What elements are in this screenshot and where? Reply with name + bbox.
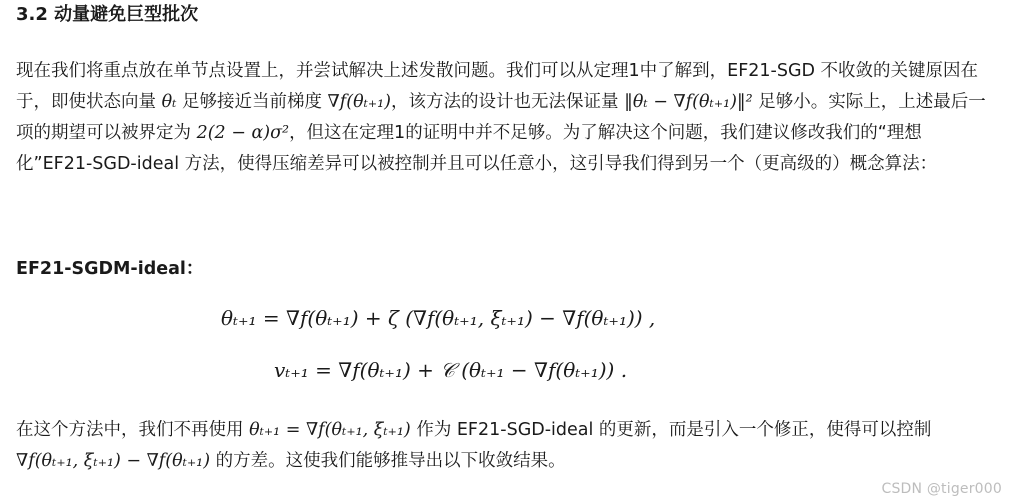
- text-run: 足够小。实际上，上述最后一项的期望可以被界定为: [16, 92, 986, 143]
- text-run: 在这个方法中，我们不再使用: [16, 420, 250, 440]
- algorithm-name: EF21-SGDM-ideal: [16, 259, 186, 279]
- paragraph-intro: [16, 56, 991, 180]
- text-run: ，但这在定理1的证明中并不足够。为了解决这个问题，我们建议修改我们的“理想化”EF21-SGD-ideal 方法，使得压缩差异可以被控制并且可以任意小，这引导我们得到另一个（更高级的）概念算法：: [16, 123, 938, 174]
- algorithm-colon: ：: [185, 259, 204, 279]
- text-run: 作为 EF21-SGD-ideal 的更新，而是引入一个修正，使得可以控制: [410, 420, 932, 440]
- csdn-watermark: CSDN @tiger000: [881, 481, 1002, 497]
- equation-theta-update: θₜ₊₁ = ∇f(θₜ₊₁) + ζ (∇f(θₜ₊₁, ξₜ₊₁) − ∇f(θₜ₊₁)) ,: [221, 306, 656, 330]
- text-run: 足够接近当前梯度: [176, 92, 328, 112]
- math-state-vector: θₜ: [161, 92, 177, 112]
- section-heading: 3.2 动量避免巨型批次: [16, 4, 199, 25]
- text-run: 现在我们将重点放在单节点设置上，并尝试解决上述发散问题。我们可以从定理1中了解到，EF21-SGD 不收敛的关键原因在于，即使状态向量: [16, 61, 979, 112]
- equation-v-update: vₜ₊₁ = ∇f(θₜ₊₁) + 𝒞 (θₜ₊₁ − ∇f(θₜ₊₁)) .: [274, 358, 628, 382]
- paragraph-conclusion: [16, 415, 991, 477]
- math-gradient: ∇f(θₜ₊₁): [327, 92, 392, 112]
- text-run: 的方差。这使我们能够推导出以下收敛结果。: [210, 451, 566, 471]
- math-expectation-bound: 2(2 − α)σ²: [196, 123, 290, 143]
- math-norm-squared: ‖θₜ − ∇f(θₜ₊₁)‖²: [624, 92, 753, 112]
- algorithm-label: [16, 256, 203, 282]
- text-run: ，该方法的设计也无法保证量: [391, 92, 625, 112]
- math-gradient-difference: ∇f(θₜ₊₁, ξₜ₊₁) − ∇f(θₜ₊₁): [16, 451, 211, 471]
- math-stochastic-update: θₜ₊₁ = ∇f(θₜ₊₁, ξₜ₊₁): [249, 420, 411, 440]
